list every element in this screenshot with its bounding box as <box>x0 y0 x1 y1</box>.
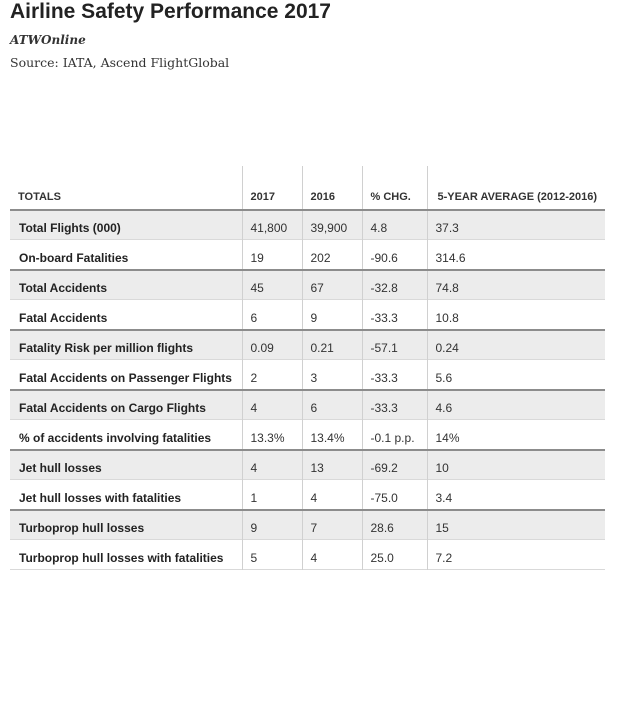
header-totals: TOTALS <box>10 166 242 210</box>
cell-value-2016: 4 <box>302 540 362 570</box>
cell-metric: Turboprop hull losses with fatalities <box>19 551 224 565</box>
source-note: Source: IATA, Ascend FlightGlobal <box>10 55 230 70</box>
cell-five-year-average: 3.4 <box>427 480 605 511</box>
cell-value-2017: 4 <box>242 450 302 480</box>
cell-five-year-average: 314.6 <box>427 240 605 271</box>
header-2017: 2017 <box>242 166 302 210</box>
header-pct-change: % CHG. <box>362 166 427 210</box>
cell-value-2017: 41,800 <box>242 210 302 240</box>
cell-value-2016: 0.21 <box>302 330 362 360</box>
cell-value-2017: 13.3% <box>242 420 302 451</box>
cell-value-2016: 9 <box>302 300 362 331</box>
table-row <box>10 540 605 570</box>
header-2016: 2016 <box>302 166 362 210</box>
cell-five-year-average: 14% <box>427 420 605 451</box>
cell-metric: Fatality Risk per million flights <box>19 341 194 355</box>
cell-value-2016: 7 <box>302 510 362 540</box>
cell-pct-change: -57.1 <box>362 330 427 360</box>
cell-value-2017: 6 <box>242 300 302 331</box>
cell-value-2016: 39,900 <box>302 210 362 240</box>
cell-five-year-average: 0.24 <box>427 330 605 360</box>
cell-pct-change: -0.1 p.p. <box>362 420 427 451</box>
table-row <box>10 390 605 420</box>
cell-metric: Total Accidents <box>19 281 108 295</box>
cell-value-2016: 13.4% <box>302 420 362 451</box>
cell-value-2017: 45 <box>242 270 302 300</box>
cell-value-2017: 9 <box>242 510 302 540</box>
cell-metric: Fatal Accidents on Passenger Flights <box>19 371 232 385</box>
cell-metric: Fatal Accidents <box>19 311 108 325</box>
cell-value-2016: 202 <box>302 240 362 271</box>
cell-metric: Total Flights (000) <box>19 221 121 235</box>
cell-value-2016: 3 <box>302 360 362 391</box>
cell-metric: Jet hull losses <box>19 461 102 475</box>
cell-pct-change: -33.3 <box>362 390 427 420</box>
cell-five-year-average: 15 <box>427 510 605 540</box>
cell-five-year-average: 5.6 <box>427 360 605 391</box>
cell-five-year-average: 7.2 <box>427 540 605 570</box>
cell-value-2016: 67 <box>302 270 362 300</box>
cell-metric: Jet hull losses with fatalities <box>19 491 182 505</box>
cell-five-year-average: 10.8 <box>427 300 605 331</box>
page-title: Airline Safety Performance 2017 <box>10 0 331 23</box>
cell-pct-change: -75.0 <box>362 480 427 511</box>
table-row <box>10 450 605 480</box>
cell-value-2017: 5 <box>242 540 302 570</box>
safety-table <box>10 166 605 570</box>
cell-value-2017: 2 <box>242 360 302 391</box>
cell-five-year-average: 4.6 <box>427 390 605 420</box>
cell-value-2017: 19 <box>242 240 302 271</box>
cell-metric: Fatal Accidents on Cargo Flights <box>19 401 206 415</box>
cell-value-2017: 1 <box>242 480 302 511</box>
cell-five-year-average: 37.3 <box>427 210 605 240</box>
table-row <box>10 330 605 360</box>
cell-pct-change: 25.0 <box>362 540 427 570</box>
cell-five-year-average: 74.8 <box>427 270 605 300</box>
cell-metric: Turboprop hull losses <box>19 521 145 535</box>
cell-metric: % of accidents involving fatalities <box>19 431 212 445</box>
table-row <box>10 210 605 240</box>
cell-value-2017: 4 <box>242 390 302 420</box>
cell-value-2016: 13 <box>302 450 362 480</box>
table-row <box>10 420 605 451</box>
cell-metric: On-board Fatalities <box>19 251 129 265</box>
cell-pct-change: 4.8 <box>362 210 427 240</box>
table-row <box>10 270 605 300</box>
brand-name: ATWOnline <box>10 33 86 47</box>
table-row <box>10 240 605 271</box>
cell-value-2016: 4 <box>302 480 362 511</box>
table-row <box>10 360 605 391</box>
cell-five-year-average: 10 <box>427 450 605 480</box>
cell-value-2016: 6 <box>302 390 362 420</box>
cell-pct-change: -33.3 <box>362 360 427 391</box>
cell-value-2017: 0.09 <box>242 330 302 360</box>
header-5yr-average: 5-YEAR AVERAGE (2012-2016) <box>427 166 605 210</box>
cell-pct-change: -69.2 <box>362 450 427 480</box>
cell-pct-change: -32.8 <box>362 270 427 300</box>
cell-pct-change: -90.6 <box>362 240 427 271</box>
table-row <box>10 480 605 511</box>
header-row <box>10 166 605 210</box>
cell-pct-change: -33.3 <box>362 300 427 331</box>
cell-pct-change: 28.6 <box>362 510 427 540</box>
table-row <box>10 300 605 331</box>
table-row <box>10 510 605 540</box>
